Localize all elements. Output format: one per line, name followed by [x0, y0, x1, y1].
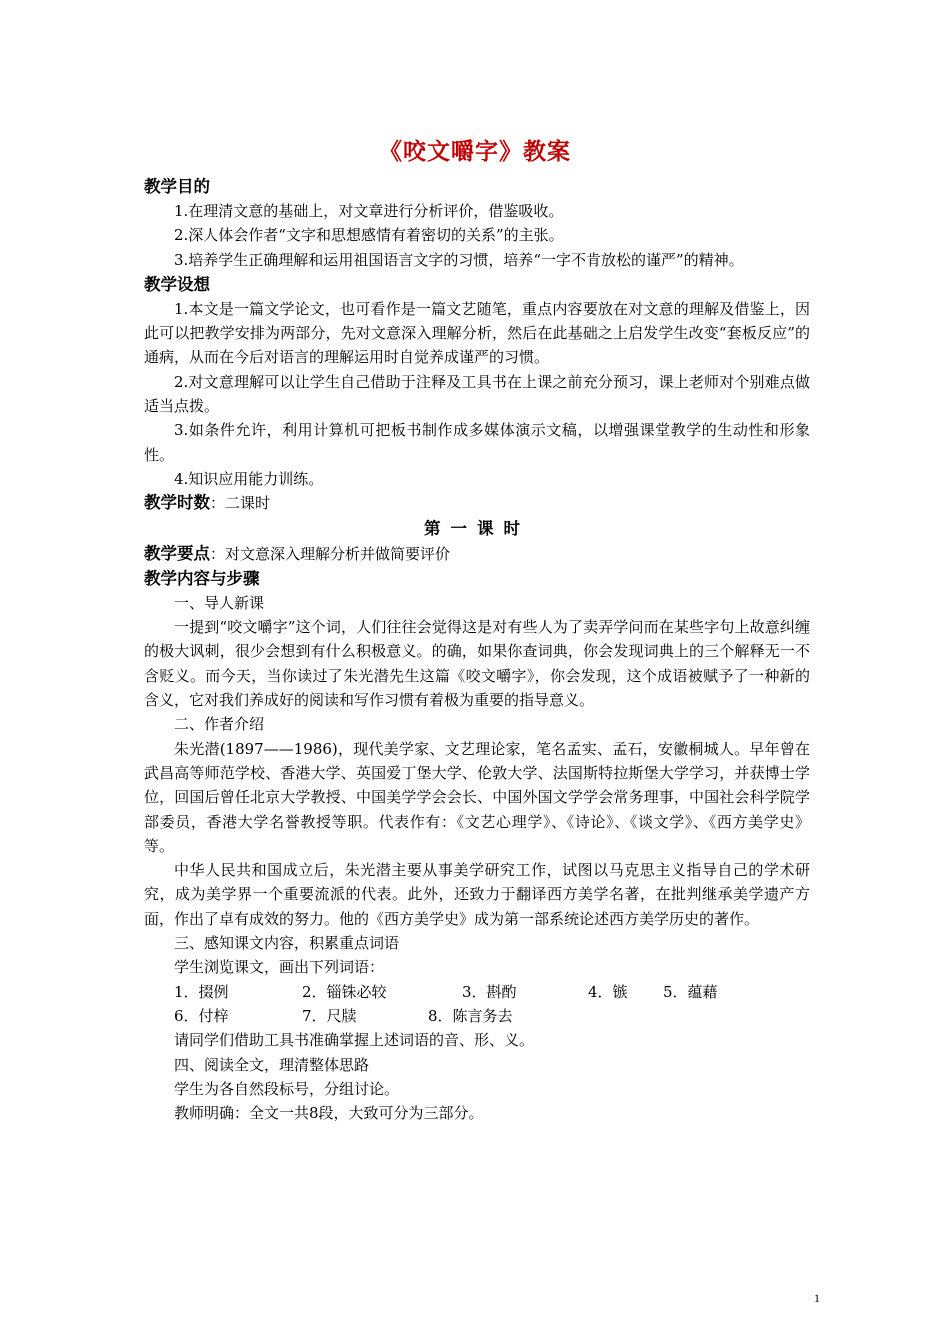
- teaching-hours-value: 二课时: [225, 494, 271, 513]
- lesson-heading: 第一课时: [424, 518, 530, 538]
- vocab-item-6: 6．付梓: [174, 1006, 229, 1025]
- idea-item-3: 3.如条件允许，利用计算机可把板书制作成多媒体演示文稿，以增强课堂教学的生动性和形象性。: [144, 421, 810, 464]
- part4-line-1: 学生为各自然段标号，分组讨论。: [174, 1079, 400, 1098]
- vocab-item-4: 4．镞: [588, 982, 628, 1001]
- teaching-hours-colon: ：: [210, 494, 226, 513]
- heading-content-steps: 教学内容与步骤: [144, 568, 260, 588]
- goal-item-2: 2.深人体会作者“文字和思想感情有着密切的关系”的主张。: [174, 226, 564, 245]
- vocab-item-8: 8．陈言务去: [428, 1006, 513, 1025]
- part1-heading: 一、导人新课: [174, 593, 265, 612]
- vocab-item-7: 7．尺牍: [302, 1006, 357, 1025]
- page-number: 1: [814, 1291, 820, 1305]
- key-points-colon: ：: [210, 544, 226, 563]
- goal-item-3: 3.培养学生正确理解和运用祖国语言文字的习惯，培养“一字不肯放松的谨严”的精神。: [174, 250, 744, 269]
- goal-item-1: 1.在理清文意的基础上，对文章进行分析评价，借鉴吸收。: [174, 202, 564, 220]
- part2-paragraph-2: 中华人民共和国成立后，朱光潜主要从事美学研究工作，试图以马克思主义指导自己的学术研究，成为美学界一个重要流派的代表。此外，还致力于翻译西方美学名著，在批判继承美学遗产方面，作出了卓有成效的努力。他的《西方美学史》成为第一部系统论述西方美学历史的著作。: [144, 861, 810, 928]
- idea-item-1: 1.本文是一篇文学论文，也可看作是一篇文艺随笔，重点内容要放在对文意的理解及借鉴上，因此可以把教学安排为两部分，先对文意深入理解分析，然后在此基础之上启发学生改变“套板反应”的通病，从而在今后对语言的理解运用时自觉养成谨严的习惯。: [144, 299, 810, 367]
- part4-line-2: 教师明确：全文一共8段，大致可分为三部分。: [174, 1104, 484, 1123]
- part3-outro: 请同学们借助工具书准确掌握上述词语的音、形、义。: [174, 1031, 535, 1050]
- part2-paragraph-1: 朱光潜(1897——1986)，现代美学家、文艺理论家，笔名孟实、孟石，安徽桐城人。早年曾在武昌高等师范学校、香港大学、英国爱丁堡大学、伦敦大学、法国斯特拉斯堡大学学习，并获博士学位，回国后曾任北京大学教授、中国美学学会会长、中国外国文学学会常务理事，中国社会科学院学部委员，香港大学名誉教授等职。代表作有：《文艺心理学》、《诗论》、《谈文学》、《西方美学史》等。: [144, 739, 810, 855]
- part3-heading: 三、感知课文内容，积累重点词语: [174, 934, 400, 953]
- key-points: [144, 542, 810, 566]
- idea-item-2: 2.对文意理解可以让学生自己借助于注释及工具书在上课之前充分预习，课上老师对个别难点做适当点拨。: [144, 372, 810, 416]
- vocab-item-3: 3．斟酌: [462, 982, 517, 1001]
- vocab-row-2: [144, 1004, 810, 1028]
- vocab-item-2: 2．锱铢必较: [302, 982, 387, 1001]
- document-body: [144, 174, 810, 1125]
- teaching-hours: [144, 491, 810, 515]
- part4-heading: 四、阅读全文，理清整体思路: [174, 1055, 370, 1074]
- teaching-hours-label: 教学时数: [144, 493, 210, 513]
- part3-intro: 学生浏览课文，画出下列词语：: [174, 958, 385, 977]
- document-title: 《咬文嚼字》教案: [379, 139, 571, 165]
- key-points-value: 对文意深入理解分析并做简要评价: [225, 544, 451, 563]
- key-points-label: 教学要点: [144, 543, 210, 563]
- part2-heading: 二、作者介绍: [174, 715, 265, 734]
- vocab-row-1: [144, 980, 810, 1004]
- vocab-item-1: 1．掇例: [174, 982, 229, 1001]
- idea-item-4: 4.知识应用能力训练。: [174, 469, 324, 488]
- heading-teaching-ideas: 教学设想: [144, 274, 210, 294]
- heading-teaching-goals: 教学目的: [144, 177, 210, 196]
- vocab-item-5: 5．蕴藉: [663, 982, 718, 1001]
- part1-text: 一提到“咬文嚼字”这个词，人们往往会觉得这是对有些人为了卖弄学问而在某些字句上故意纠缠的极大讽刺，很少会想到有什么积极意义。的确，如果你查词典，你会发现词典上的三个解释无一不含贬义。而今天，当你读过了朱光潜先生这篇《咬文嚼字》，你会发现，这个成语被赋予了一种新的含义，它对我们养成好的阅读和写作习惯有着极为重要的指导意义。: [144, 618, 810, 710]
